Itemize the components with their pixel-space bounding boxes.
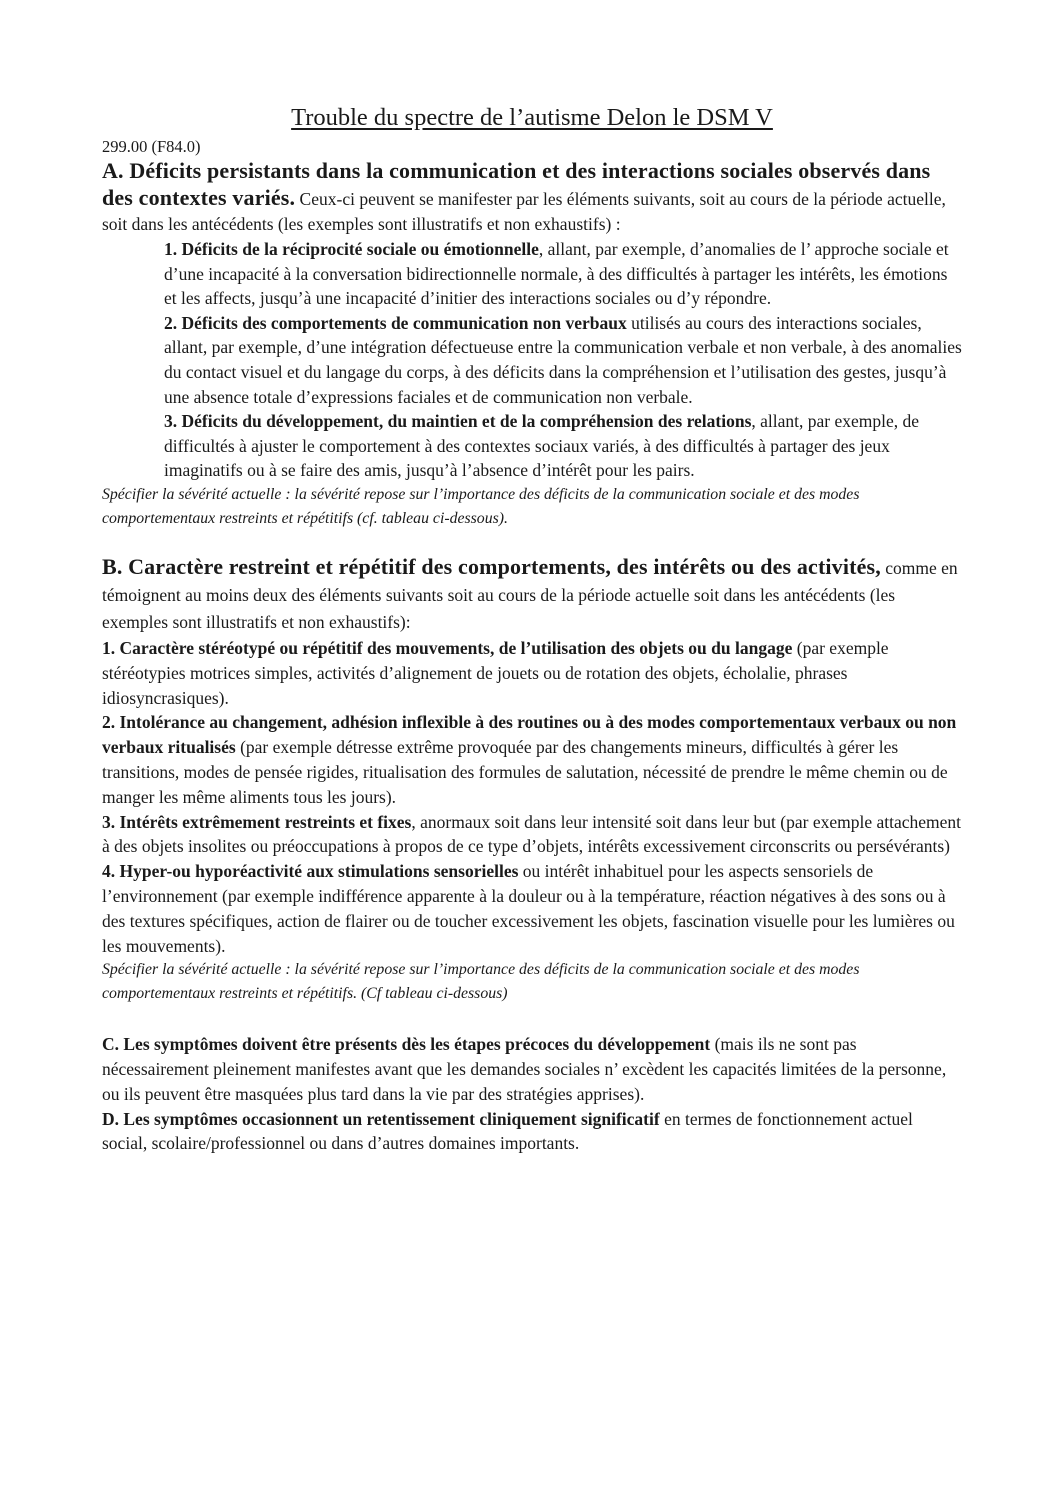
- criterion-a3-title: 3. Déficits du développement, du maintien et de la compréhension des relations: [164, 411, 752, 432]
- criterion-b3-text: , anormaux soit dans leur intensité soit dans leur but (par exemple attachement à des objets insolites ou préoccupations à propos de ce type d’objets, intérêts excessivement circonscrits ou persévérants): [102, 811, 962, 857]
- section-c: [102, 1032, 962, 1106]
- section-b-heading: B. Caractère restreint et répétitif des comportements, des intérêts ou des activités,: [102, 553, 881, 579]
- section-a-heading: A. Déficits persistants dans la communication et des interactions sociales observés dans des contextes variés.: [102, 158, 931, 210]
- criterion-b2-text: (par exemple détresse extrême provoquée par des changements mineurs, difficultés à gérer les transitions, modes de pensée rigides, ritualisation des formules de salutation, nécessité de prendre le même chemin ou de manger les même aliments tous les jours).: [102, 737, 948, 807]
- criterion-b4-text: ou intérêt inhabituel pour les aspects sensoriels de l’environnement (par exemple indifférence apparente à la douleur ou à la température, réaction négatives à des sons ou à des textures spécifiques, action de flairer ou de toucher excessivement les objets, fascination visuelle pour les lumières ou les mouvements).: [102, 861, 955, 956]
- criterion-b3-title: 3. Intérêts extrêmement restreints et fixes: [102, 811, 412, 832]
- criterion-a3-text: , allant, par exemple, de difficultés à ajuster le comportement à des contextes sociaux variés, à des difficultés à partager des jeux imaginatifs ou à se faire des amis, jusqu’à l’absence d’intérêt pour les pairs.: [164, 411, 920, 481]
- criterion-a2-text: utilisés au cours des interactions sociales, allant, par exemple, d’une intégration défectueuse entre la communication verbale et non verbale, à des anomalies du contact visuel et du langage du corps, à des déficits dans la compréhension et l’utilisation des gestes, jusqu’à une absence totale d’expressions faciales et de communication non verbale.: [164, 312, 962, 407]
- criterion-a3: [164, 409, 962, 483]
- section-b-header: [102, 553, 962, 636]
- criterion-a2-title: 2. Déficits des comportements de communication non verbaux: [164, 312, 627, 333]
- section-d-title: D. Les symptômes occasionnent un retentissement cliniquement significatif: [102, 1108, 660, 1129]
- section-d-text: en termes de fonctionnement actuel social, scolaire/professionnel ou dans d’autres domaines importants.: [102, 1108, 913, 1154]
- criterion-b2: [102, 710, 962, 809]
- criterion-a2: [164, 311, 962, 409]
- section-b-intro: comme en témoignent au moins deux des éléments suivants soit au cours de la période actuelle soit dans les antécédents (les exemples sont illustratifs et non exhaustifs):: [102, 557, 958, 632]
- criterion-a1-title: 1. Déficits de la réciprocité sociale ou émotionnelle: [164, 239, 539, 259]
- criterion-b1-title: 1. Caractère stéréotypé ou répétitif des mouvements, de l’utilisation des objets ou du langage: [102, 637, 793, 658]
- criterion-b2-title: 2. Intolérance au changement, adhésion inflexible à des routines ou à des modes comportementaux verbaux ou non verbaux ritualisés: [102, 712, 957, 758]
- document-page: [102, 103, 962, 1156]
- section-a-severity-note: Spécifier la sévérité actuelle : la sévérité repose sur l’importance des déficits de la communication sociale et des modes comportementaux restreints et répétitifs (cf. tableau ci-dessous).: [102, 485, 860, 527]
- criterion-a1: [164, 237, 962, 311]
- section-a-header: [102, 158, 962, 237]
- criterion-b4: [102, 859, 962, 958]
- criterion-b3: [102, 810, 962, 860]
- section-a-criteria: [164, 237, 962, 483]
- section-b-severity-note: Spécifier la sévérité actuelle : la sévérité repose sur l’importance des déficits de la communication sociale et des modes comportementaux restreints et répétitifs. (Cf tableau ci-dessous): [102, 961, 860, 1003]
- section-a-intro: Ceux-ci peuvent se manifester par les éléments suivants, soit au cours de la période actuelle, soit dans les antécédents (les exemples sont illustratifs et non exhaustifs) :: [102, 189, 946, 234]
- section-c-text: (mais ils ne sont pas nécessairement pleinement manifestes avant que les demandes sociales n’ excèdent les capacités limitées de la personne, ou ils peuvent être masquées plus tard dans la vie par des stratégies apprises).: [102, 1034, 947, 1104]
- criterion-b1: [102, 636, 962, 710]
- criterion-b1-text: (par exemple stéréotypies motrices simples, activités d’alignement de jouets ou de rotation des objets, écholalie, phrases idiosyncrasiques).: [102, 637, 889, 708]
- document-title: Trouble du spectre de l’autisme Delon le DSM V: [291, 104, 773, 131]
- diagnostic-code: 299.00 (F84.0): [102, 137, 201, 156]
- criterion-b4-title: 4. Hyper-ou hyporéactivité aux stimulations sensorielles: [102, 861, 519, 882]
- section-d: [102, 1107, 962, 1157]
- section-c-title: C. Les symptômes doivent être présents dès les étapes précoces du développement: [102, 1034, 711, 1055]
- criterion-a1-text: , allant, par exemple, d’anomalies de l’ approche sociale et d’une incapacité à la conversation bidirectionnelle normale, à des difficultés à partager les intérêts, les émotions et les affects, jusqu’à une incapacité d’initier des interactions sociales ou d’y répondre.: [164, 239, 949, 309]
